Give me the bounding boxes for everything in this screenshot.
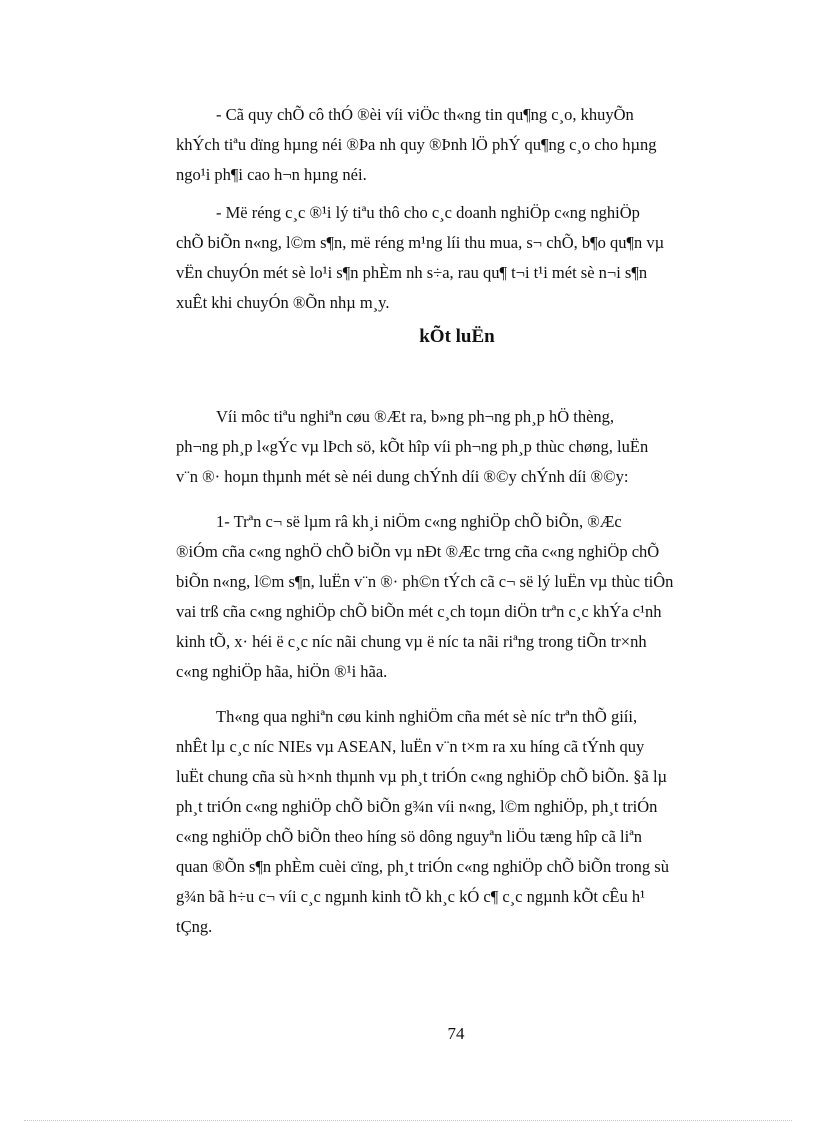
text-line: tÇng. xyxy=(176,917,213,936)
text-line: vËn chuyÓn mét sè lo¹i s¶n phÈm nh s÷a, rau qu¶ t¬i t¹i mét sè n¬i s¶n xyxy=(176,263,648,282)
text-line: c«ng nghiÖp hãa, hiÖn ®¹i hãa. xyxy=(176,662,388,681)
text-line: vai trß cña c«ng nghiÖp chÕ biÕn mét c¸ch toµn diÖn trªn c¸c khÝa c¹nh xyxy=(176,602,662,621)
page-number: 74 xyxy=(447,1024,465,1043)
text-line: ngo¹i ph¶i cao h¬n hµng néi. xyxy=(176,165,367,184)
paragraph-international-experience xyxy=(176,702,738,942)
text-line: - Më réng c¸c ®¹i lý tiªu thô cho c¸c doanh nghiÖp c«ng nghiÖp xyxy=(216,203,640,222)
text-line: c«ng nghiÖp chÕ biÕn theo híng sö dông nguyªn liÖu tæng hîp cã liªn xyxy=(176,827,643,846)
text-line: khÝch tiªu dïng hµng néi ®Þa nh quy ®Þnh lÖ phÝ qu¶ng c¸o cho hµng xyxy=(176,135,657,154)
text-line: quan ®Õn s¶n phÈm cuèi cïng, ph¸t triÓn c«ng nghiÖp chÕ biÕn trong sù xyxy=(176,857,669,876)
text-line: Th«ng qua nghiªn cøu kinh nghiÖm cña mét sè níc trªn thÕ giíi, xyxy=(216,707,638,726)
text-line: g¾n bã h÷u c¬ víi c¸c ngµnh kinh tÕ kh¸c kÓ c¶ c¸c ngµnh kÕt cÊu h¹ xyxy=(176,887,646,906)
paragraph-conclusion-point-1 xyxy=(176,507,738,687)
text-line: kinh tÕ, x· héi ë c¸c níc nãi chung vµ ë níc ta nãi riªng trong tiÕn tr×nh xyxy=(176,632,647,651)
text-line: nhÊt lµ c¸c níc NIEs vµ ASEAN, luËn v¨n t×m ra xu híng cã tÝnh quy xyxy=(176,737,645,756)
text-line: luËt chung cña sù h×nh thµnh vµ ph¸t triÓn c«ng nghiÖp chÕ biÕn. §ã lµ xyxy=(176,767,668,786)
paragraph-research-methods xyxy=(176,402,738,492)
paragraph-advertising-policy xyxy=(176,100,738,190)
text-line: biÕn n«ng, l©m s¶n, luËn v¨n ®· ph©n tÝch cã c¬ së lý luËn vµ thùc tiÔn xyxy=(176,572,674,591)
text-line: xuÊt khi chuyÓn ®Õn nhµ m¸y. xyxy=(176,293,390,312)
text-line: chÕ biÕn n«ng, l©m s¶n, më réng m¹ng líi thu mua, s¬ chÕ, b¶o qu¶n vµ xyxy=(176,233,665,252)
text-line: ®iÓm cña c«ng nghÖ chÕ biÕn vµ nÐt ®Æc trng cña c«ng nghiÖp chÕ xyxy=(176,542,660,561)
text-line: Víi môc tiªu nghiªn cøu ®Æt ra, b»ng ph¬ng ph¸p hÖ thèng, xyxy=(216,407,615,426)
paragraph-distribution-agents xyxy=(176,198,738,318)
text-line: - Cã quy chÕ cô thÓ ®èi víi viÖc th«ng tin qu¶ng c¸o, khuyÕn xyxy=(216,105,634,124)
text-line: ph¸t triÓn c«ng nghiÖp chÕ biÕn g¾n víi n«ng, l©m nghiÖp, ph¸t triÓn xyxy=(176,797,658,816)
section-heading: kÕt luËn xyxy=(419,326,495,347)
text-line: 1- Trªn c¬ së lµm râ kh¸i niÖm c«ng nghiÖp chÕ biÕn, ®Æc xyxy=(216,512,622,531)
text-line: ph¬ng ph¸p l«gÝc vµ lÞch sö, kÕt hîp víi ph¬ng ph¸p thùc chøng, luËn xyxy=(176,437,649,456)
page-bottom-divider xyxy=(24,1120,792,1121)
text-line: v¨n ®· hoµn thµnh mét sè néi dung chÝnh díi ®©y chÝnh díi ®©y: xyxy=(176,467,629,486)
